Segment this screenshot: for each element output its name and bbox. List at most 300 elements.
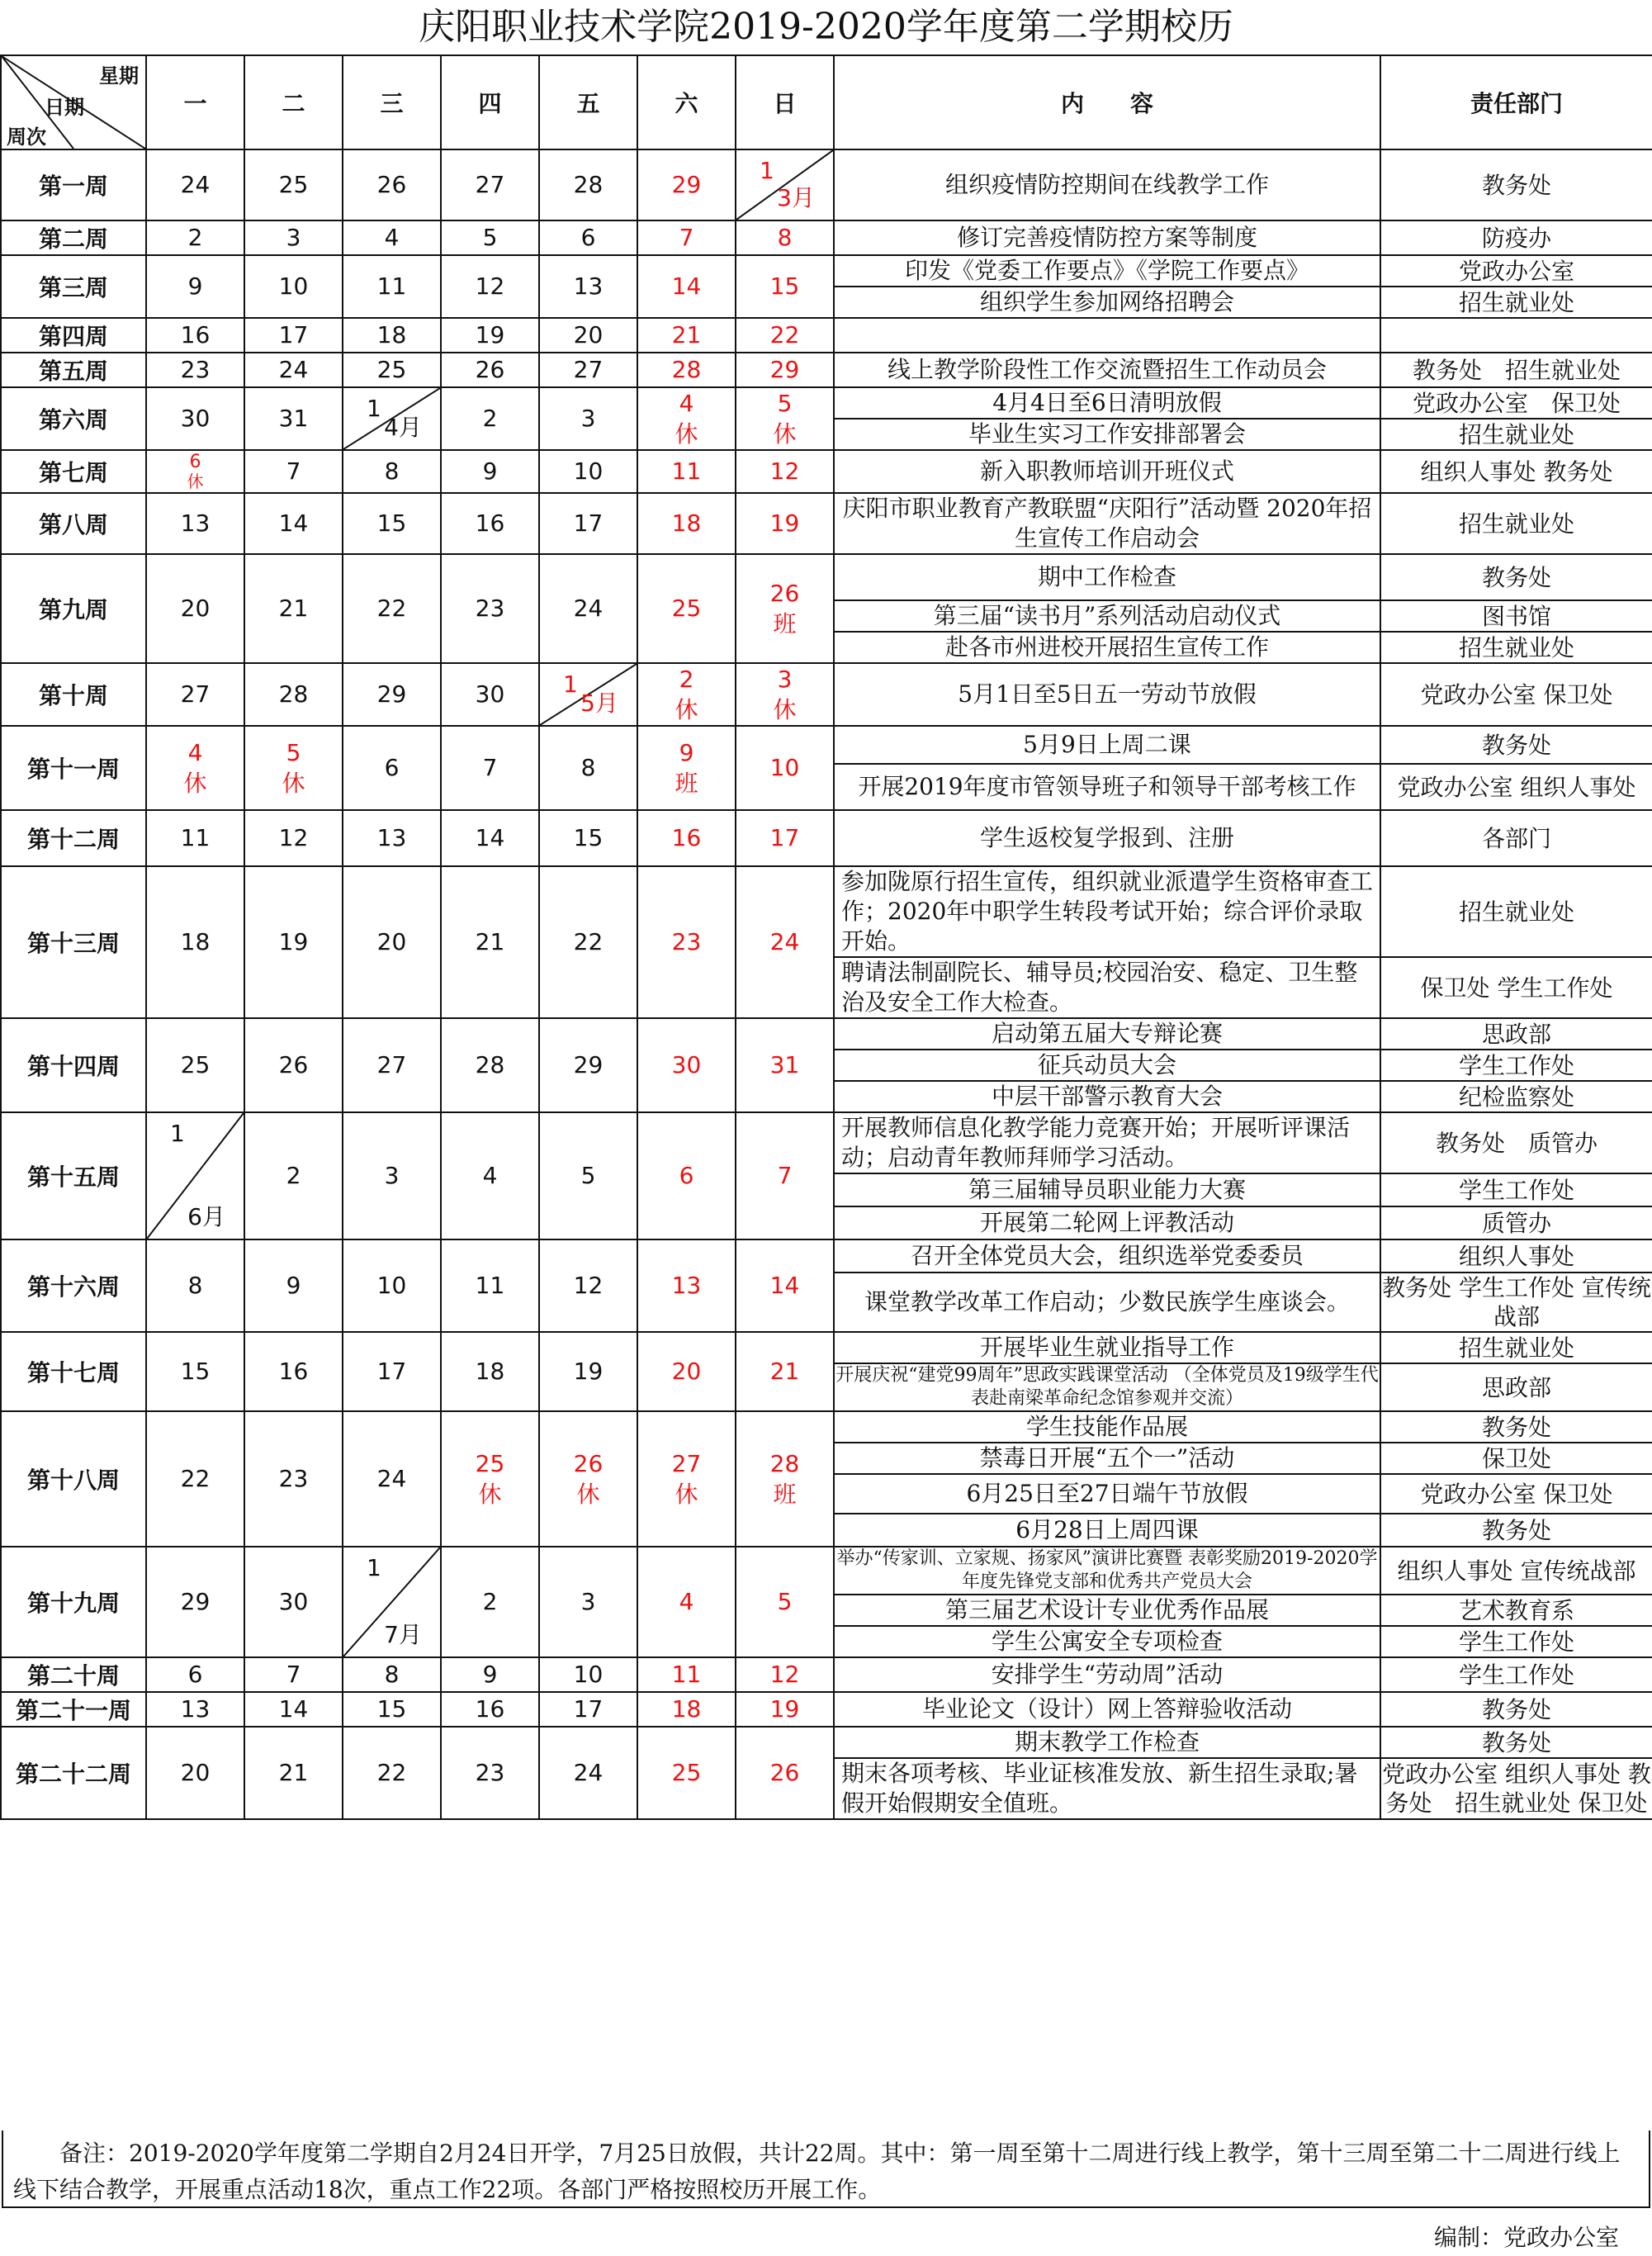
day-number: 27 — [671, 1450, 702, 1477]
date-cell — [343, 1239, 441, 1332]
day-number: 29 — [180, 1588, 211, 1615]
day-number: 9 — [679, 739, 694, 766]
day-number: 26 — [769, 580, 800, 607]
date-cell — [736, 1727, 834, 1819]
responsible-department: 党政办公室 保卫处 — [1380, 387, 1652, 419]
day-number: 18 — [376, 321, 407, 348]
day-number: 20 — [180, 595, 211, 622]
date-cell — [736, 318, 834, 353]
date-cell — [343, 450, 441, 493]
date-cell — [539, 810, 637, 866]
activity-content: 启动第五届大专辩论赛 — [834, 1018, 1380, 1050]
day-number: 21 — [475, 928, 505, 955]
activity-content: 新入职教师培训开班仪式 — [834, 450, 1380, 493]
date-cell — [146, 1239, 244, 1332]
activity-content: 组织学生参加网络招聘会 — [834, 287, 1380, 318]
date-cell — [146, 1657, 244, 1692]
activity-content: 庆阳市职业教育产教联盟“庆阳行”活动暨 2020年招生宣传工作启动会 — [834, 493, 1380, 554]
day-number: 23 — [180, 356, 211, 383]
activity-content: 第三届艺术设计专业优秀作品展 — [834, 1595, 1380, 1626]
activity-content: 线上教学阶段性工作交流暨招生工作动员会 — [834, 353, 1380, 387]
date-cell — [441, 726, 539, 810]
date-cell — [736, 866, 834, 1018]
day-number: 31 — [278, 405, 309, 432]
day-number: 1 — [367, 395, 381, 422]
month-start-date-cell — [539, 663, 637, 726]
day-number: 16 — [475, 509, 505, 537]
date-cell — [343, 318, 441, 353]
responsible-department: 招生就业处 — [1380, 632, 1652, 663]
day-number: 11 — [475, 1272, 505, 1299]
date-cell — [146, 450, 244, 493]
day-number: 16 — [475, 1695, 505, 1723]
date-cell — [441, 1112, 539, 1239]
day-number: 8 — [187, 1272, 203, 1299]
date-cell — [343, 220, 441, 255]
date-cell — [539, 1657, 637, 1692]
week-label: 第一周 — [1, 149, 146, 220]
week-row — [1, 1547, 1652, 1595]
activity-content: 赴各市州进校开展招生宣传工作 — [834, 632, 1380, 663]
week-row — [1, 1411, 1652, 1443]
activity-content: 第三届辅导员职业能力大赛 — [834, 1173, 1380, 1206]
date-cell — [637, 1692, 736, 1727]
week-label: 第三周 — [1, 255, 146, 318]
activity-content — [834, 318, 1380, 353]
day-number: 15 — [376, 509, 407, 537]
day-number: 12 — [573, 1272, 604, 1299]
responsible-department: 教务处 — [1380, 1514, 1652, 1547]
date-cell — [244, 1411, 343, 1547]
day-number: 26 — [376, 171, 407, 198]
responsible-department: 招生就业处 — [1380, 1332, 1652, 1363]
day-number: 19 — [278, 928, 309, 955]
month-label: 4月 — [384, 414, 422, 441]
activity-content: 期中工作检查 — [834, 554, 1380, 600]
day-number: 25 — [475, 1450, 505, 1477]
activity-content: 5月9日上周二课 — [834, 726, 1380, 764]
date-cell — [146, 810, 244, 866]
week-label: 第九周 — [1, 554, 146, 663]
date-cell — [244, 1332, 343, 1411]
date-cell — [637, 149, 736, 220]
week-label: 第十周 — [1, 663, 146, 726]
date-cell — [343, 810, 441, 866]
responsible-department: 保卫处 学生工作处 — [1380, 957, 1652, 1018]
activity-content: 修订完善疫情防控方案等制度 — [834, 220, 1380, 255]
day-number: 9 — [482, 457, 498, 485]
responsible-department: 教务处 招生就业处 — [1380, 353, 1652, 387]
day-number: 5 — [777, 1588, 793, 1615]
week-label: 第二十周 — [1, 1657, 146, 1692]
day-number: 4 — [679, 1588, 694, 1615]
day-number: 30 — [671, 1051, 702, 1078]
day-number: 9 — [286, 1272, 301, 1299]
day-number: 13 — [573, 273, 604, 300]
activity-content: 开展2019年度市管领导班子和领导干部考核工作 — [834, 764, 1380, 810]
date-cell — [637, 1727, 736, 1819]
week-row — [1, 810, 1652, 866]
day-number: 30 — [475, 680, 505, 708]
date-cell — [539, 149, 637, 220]
date-cell — [736, 450, 834, 493]
day-number: 8 — [384, 457, 400, 485]
date-cell — [539, 1332, 637, 1411]
day-number: 25 — [180, 1051, 211, 1078]
day-header-thu: 四 — [441, 55, 539, 149]
activity-content: 第三届“读书月”系列活动启动仪式 — [834, 600, 1380, 632]
date-cell — [146, 1411, 244, 1547]
week-row — [1, 1692, 1652, 1727]
date-cell — [539, 726, 637, 810]
week-label: 第十九周 — [1, 1547, 146, 1657]
day-number: 13 — [376, 824, 407, 851]
date-cell — [539, 866, 637, 1018]
date-cell — [244, 1692, 343, 1727]
activity-content: 学生公寓安全专项检查 — [834, 1626, 1380, 1657]
week-label: 第二十一周 — [1, 1692, 146, 1727]
date-cell — [441, 663, 539, 726]
date-cell — [539, 387, 637, 450]
month-label: 5月 — [580, 690, 618, 717]
day-number: 25 — [671, 595, 702, 622]
day-number: 23 — [671, 928, 702, 955]
responsible-department: 防疫办 — [1380, 220, 1652, 255]
day-number: 1 — [367, 1554, 381, 1581]
school-calendar-table — [0, 55, 1652, 1820]
day-number: 16 — [278, 1358, 309, 1385]
activity-content: 征兵动员大会 — [834, 1050, 1380, 1081]
day-number: 11 — [671, 1661, 702, 1688]
day-number: 4 — [679, 390, 694, 417]
week-label: 第七周 — [1, 450, 146, 493]
day-number: 25 — [671, 1759, 702, 1786]
date-cell — [441, 1692, 539, 1727]
date-cell — [244, 220, 343, 255]
date-cell — [441, 1547, 539, 1657]
date-cell — [736, 353, 834, 387]
day-number: 6 — [189, 452, 201, 472]
week-row — [1, 450, 1652, 493]
editor-credit: 编制：党政办公室 — [1433, 2224, 1619, 2251]
day-number: 27 — [475, 171, 505, 198]
activity-content: 学生返校复学报到、注册 — [834, 810, 1380, 866]
date-cell — [637, 1547, 736, 1657]
day-number: 15 — [376, 1695, 407, 1723]
day-number: 24 — [573, 1759, 604, 1786]
date-cell — [441, 810, 539, 866]
date-cell — [244, 1018, 343, 1112]
week-label: 第六周 — [1, 387, 146, 450]
responsible-department: 教务处 — [1380, 554, 1652, 600]
date-cell — [736, 554, 834, 663]
day-number: 12 — [769, 1661, 800, 1688]
date-cell — [343, 1692, 441, 1727]
date-cell — [146, 149, 244, 220]
date-cell — [736, 1332, 834, 1411]
day-number: 29 — [769, 356, 800, 383]
date-cell — [637, 1112, 736, 1239]
responsible-department: 招生就业处 — [1380, 493, 1652, 554]
day-number: 22 — [573, 928, 604, 955]
day-number: 17 — [573, 1695, 604, 1723]
responsible-department: 保卫处 — [1380, 1443, 1652, 1474]
week-row — [1, 255, 1652, 287]
day-number: 4 — [482, 1162, 498, 1189]
responsible-department: 质管办 — [1380, 1206, 1652, 1239]
day-number: 15 — [769, 273, 800, 300]
week-label: 第五周 — [1, 353, 146, 387]
day-number: 26 — [573, 1450, 604, 1477]
date-cell — [539, 1411, 637, 1547]
date-cell — [441, 1239, 539, 1332]
date-cell — [736, 1411, 834, 1547]
day-number: 10 — [573, 457, 604, 485]
day-number: 28 — [573, 171, 604, 198]
week-row — [1, 149, 1652, 220]
date-cell — [146, 1018, 244, 1112]
remarks-note: 备注：2019-2020学年度第二学期自2月24日开学，7月25日放假，共计22周。其中：第一周至第十二周进行线上教学，第十三周至第二十二周进行线上线下结合教学，开展重点活动18次，重点工作22项。各部门严格按照校历开展工作。 — [2, 2130, 1650, 2208]
date-cell — [637, 255, 736, 318]
date-cell — [539, 1239, 637, 1332]
day-number: 12 — [278, 824, 309, 851]
date-cell — [244, 318, 343, 353]
day-number: 2 — [187, 224, 203, 251]
date-cell — [637, 554, 736, 663]
date-cell — [736, 663, 834, 726]
day-number: 10 — [278, 273, 309, 300]
responsible-department: 学生工作处 — [1380, 1657, 1652, 1692]
day-number: 8 — [580, 754, 596, 781]
date-cell — [244, 1239, 343, 1332]
day-number: 12 — [475, 273, 505, 300]
day-number: 3 — [580, 1588, 596, 1615]
day-number: 14 — [278, 1695, 309, 1723]
activity-content: 毕业论文（设计）网上答辩验收活动 — [834, 1692, 1380, 1727]
responsible-department: 图书馆 — [1380, 600, 1652, 632]
week-row — [1, 726, 1652, 764]
date-cell — [637, 1018, 736, 1112]
date-cell — [343, 255, 441, 318]
day-status-mark: 休 — [675, 420, 698, 448]
week-label: 第十二周 — [1, 810, 146, 866]
date-cell — [736, 1018, 834, 1112]
day-number: 8 — [384, 1661, 400, 1688]
date-cell — [343, 726, 441, 810]
month-label: 3月 — [777, 184, 815, 211]
day-number: 20 — [573, 321, 604, 348]
activity-content: 开展教师信息化教学能力竞赛开始；开展听评课活动；启动青年教师拜师学习活动。 — [834, 1112, 1380, 1173]
responsible-department: 组织人事处 教务处 — [1380, 450, 1652, 493]
responsible-department: 教务处 — [1380, 149, 1652, 220]
date-cell — [637, 493, 736, 554]
date-cell — [244, 726, 343, 810]
day-number: 20 — [671, 1358, 702, 1385]
day-number: 14 — [769, 1272, 800, 1299]
date-cell — [637, 220, 736, 255]
day-number: 21 — [769, 1358, 800, 1385]
date-cell — [539, 1018, 637, 1112]
date-cell — [736, 220, 834, 255]
day-number: 22 — [180, 1465, 211, 1492]
activity-content: 期末教学工作检查 — [834, 1727, 1380, 1758]
responsible-department: 思政部 — [1380, 1018, 1652, 1050]
day-number: 15 — [573, 824, 604, 851]
date-cell — [343, 663, 441, 726]
corner-week-label: 周次 — [7, 125, 46, 149]
day-number: 27 — [376, 1051, 407, 1078]
date-cell — [637, 1657, 736, 1692]
activity-content: 课堂教学改革工作启动；少数民族学生座谈会。 — [834, 1273, 1380, 1332]
date-cell — [244, 866, 343, 1018]
date-cell — [343, 1112, 441, 1239]
date-cell — [637, 1239, 736, 1332]
date-cell — [736, 1112, 834, 1239]
responsible-department: 教务处 — [1380, 726, 1652, 764]
date-cell — [637, 450, 736, 493]
week-label: 第十五周 — [1, 1112, 146, 1239]
day-number: 5 — [482, 224, 498, 251]
week-row — [1, 387, 1652, 419]
day-header-mon: 一 — [146, 55, 244, 149]
month-start-date-cell — [146, 1112, 244, 1239]
day-number: 25 — [278, 171, 309, 198]
week-row — [1, 1727, 1652, 1758]
day-header-sat: 六 — [637, 55, 736, 149]
day-number: 30 — [180, 405, 211, 432]
week-label: 第十三周 — [1, 866, 146, 1018]
date-cell — [736, 1657, 834, 1692]
day-number: 12 — [769, 457, 800, 485]
day-number: 20 — [376, 928, 407, 955]
date-cell — [539, 1727, 637, 1819]
date-cell — [736, 1547, 834, 1657]
day-number: 10 — [573, 1661, 604, 1688]
day-number: 7 — [286, 1661, 301, 1688]
responsible-department: 组织人事处 宣传统战部 — [1380, 1547, 1652, 1595]
month-start-date-cell — [343, 1547, 441, 1657]
day-number: 8 — [777, 224, 793, 251]
responsible-department: 艺术教育系 — [1380, 1595, 1652, 1626]
day-number: 5 — [286, 739, 301, 766]
week-row — [1, 554, 1652, 600]
day-status-mark: 休 — [282, 770, 305, 797]
date-cell — [343, 1018, 441, 1112]
responsible-department: 党政办公室 保卫处 — [1380, 1474, 1652, 1514]
date-cell — [244, 1657, 343, 1692]
activity-content: 安排学生“劳动周”活动 — [834, 1657, 1380, 1692]
day-number: 2 — [286, 1162, 301, 1189]
day-number: 10 — [376, 1272, 407, 1299]
day-number: 15 — [180, 1358, 211, 1385]
day-number: 3 — [384, 1162, 400, 1189]
responsible-department: 纪检监察处 — [1380, 1081, 1652, 1112]
day-number: 9 — [187, 273, 203, 300]
day-number: 22 — [769, 321, 800, 348]
day-number: 24 — [573, 595, 604, 622]
day-number: 13 — [180, 1695, 211, 1723]
date-cell — [244, 255, 343, 318]
activity-content: 禁毒日开展“五个一”活动 — [834, 1443, 1380, 1474]
week-row — [1, 493, 1652, 554]
day-number: 7 — [482, 754, 498, 781]
date-cell — [539, 1692, 637, 1727]
day-header-wed: 三 — [343, 55, 441, 149]
day-number: 24 — [180, 171, 211, 198]
date-cell — [244, 450, 343, 493]
day-number: 7 — [286, 457, 301, 485]
day-number: 2 — [482, 405, 498, 432]
department-header: 责任部门 — [1380, 55, 1652, 149]
day-number: 28 — [475, 1051, 505, 1078]
date-cell — [343, 554, 441, 663]
activity-content: 开展庆祝“建党99周年”思政实践课堂活动 （全体党员及19级学生代表赴南梁革命纪念馆参观并交流） — [834, 1363, 1380, 1411]
day-number: 13 — [671, 1272, 702, 1299]
date-cell — [343, 493, 441, 554]
responsible-department: 党政办公室 组织人事处 — [1380, 764, 1652, 810]
day-number: 11 — [180, 824, 211, 851]
activity-content: 印发《党委工作要点》《学院工作要点》 — [834, 255, 1380, 287]
day-number: 24 — [376, 1465, 407, 1492]
activity-content: 中层干部警示教育大会 — [834, 1081, 1380, 1112]
week-row — [1, 866, 1652, 957]
month-start-date-cell — [343, 387, 441, 450]
date-cell — [539, 493, 637, 554]
day-status-mark: 休 — [187, 472, 204, 491]
day-status-mark: 休 — [675, 1481, 698, 1508]
date-cell — [441, 220, 539, 255]
date-cell — [736, 387, 834, 450]
responsible-department: 学生工作处 — [1380, 1173, 1652, 1206]
date-cell — [441, 866, 539, 1018]
week-row — [1, 220, 1652, 255]
responsible-department: 各部门 — [1380, 810, 1652, 866]
activity-content: 5月1日至5日五一劳动节放假 — [834, 663, 1380, 726]
date-cell — [637, 726, 736, 810]
day-number: 18 — [671, 509, 702, 537]
date-cell — [539, 554, 637, 663]
day-number: 28 — [278, 680, 309, 708]
week-row — [1, 1112, 1652, 1173]
day-number: 7 — [777, 1162, 793, 1189]
week-row — [1, 663, 1652, 726]
day-number: 21 — [278, 1759, 309, 1786]
date-cell — [146, 1332, 244, 1411]
day-number: 23 — [278, 1465, 309, 1492]
day-number: 1 — [760, 157, 774, 184]
date-cell — [244, 353, 343, 387]
date-cell — [244, 1112, 343, 1239]
date-cell — [736, 255, 834, 318]
day-number: 5 — [580, 1162, 596, 1189]
activity-content: 毕业生实习工作安排部署会 — [834, 419, 1380, 450]
responsible-department: 教务处 学生工作处 宣传统战部 — [1380, 1273, 1652, 1332]
week-label: 第二周 — [1, 220, 146, 255]
week-label: 第八周 — [1, 493, 146, 554]
week-row — [1, 353, 1652, 387]
responsible-department: 招生就业处 — [1380, 419, 1652, 450]
date-cell — [637, 663, 736, 726]
day-number: 10 — [769, 754, 800, 781]
date-cell — [441, 1727, 539, 1819]
date-cell — [637, 1332, 736, 1411]
date-cell — [637, 866, 736, 1018]
day-number: 18 — [671, 1695, 702, 1723]
day-status-mark: 休 — [675, 696, 698, 723]
month-start-date-cell — [736, 149, 834, 220]
day-number: 19 — [769, 509, 800, 537]
activity-content: 开展毕业生就业指导工作 — [834, 1332, 1380, 1363]
